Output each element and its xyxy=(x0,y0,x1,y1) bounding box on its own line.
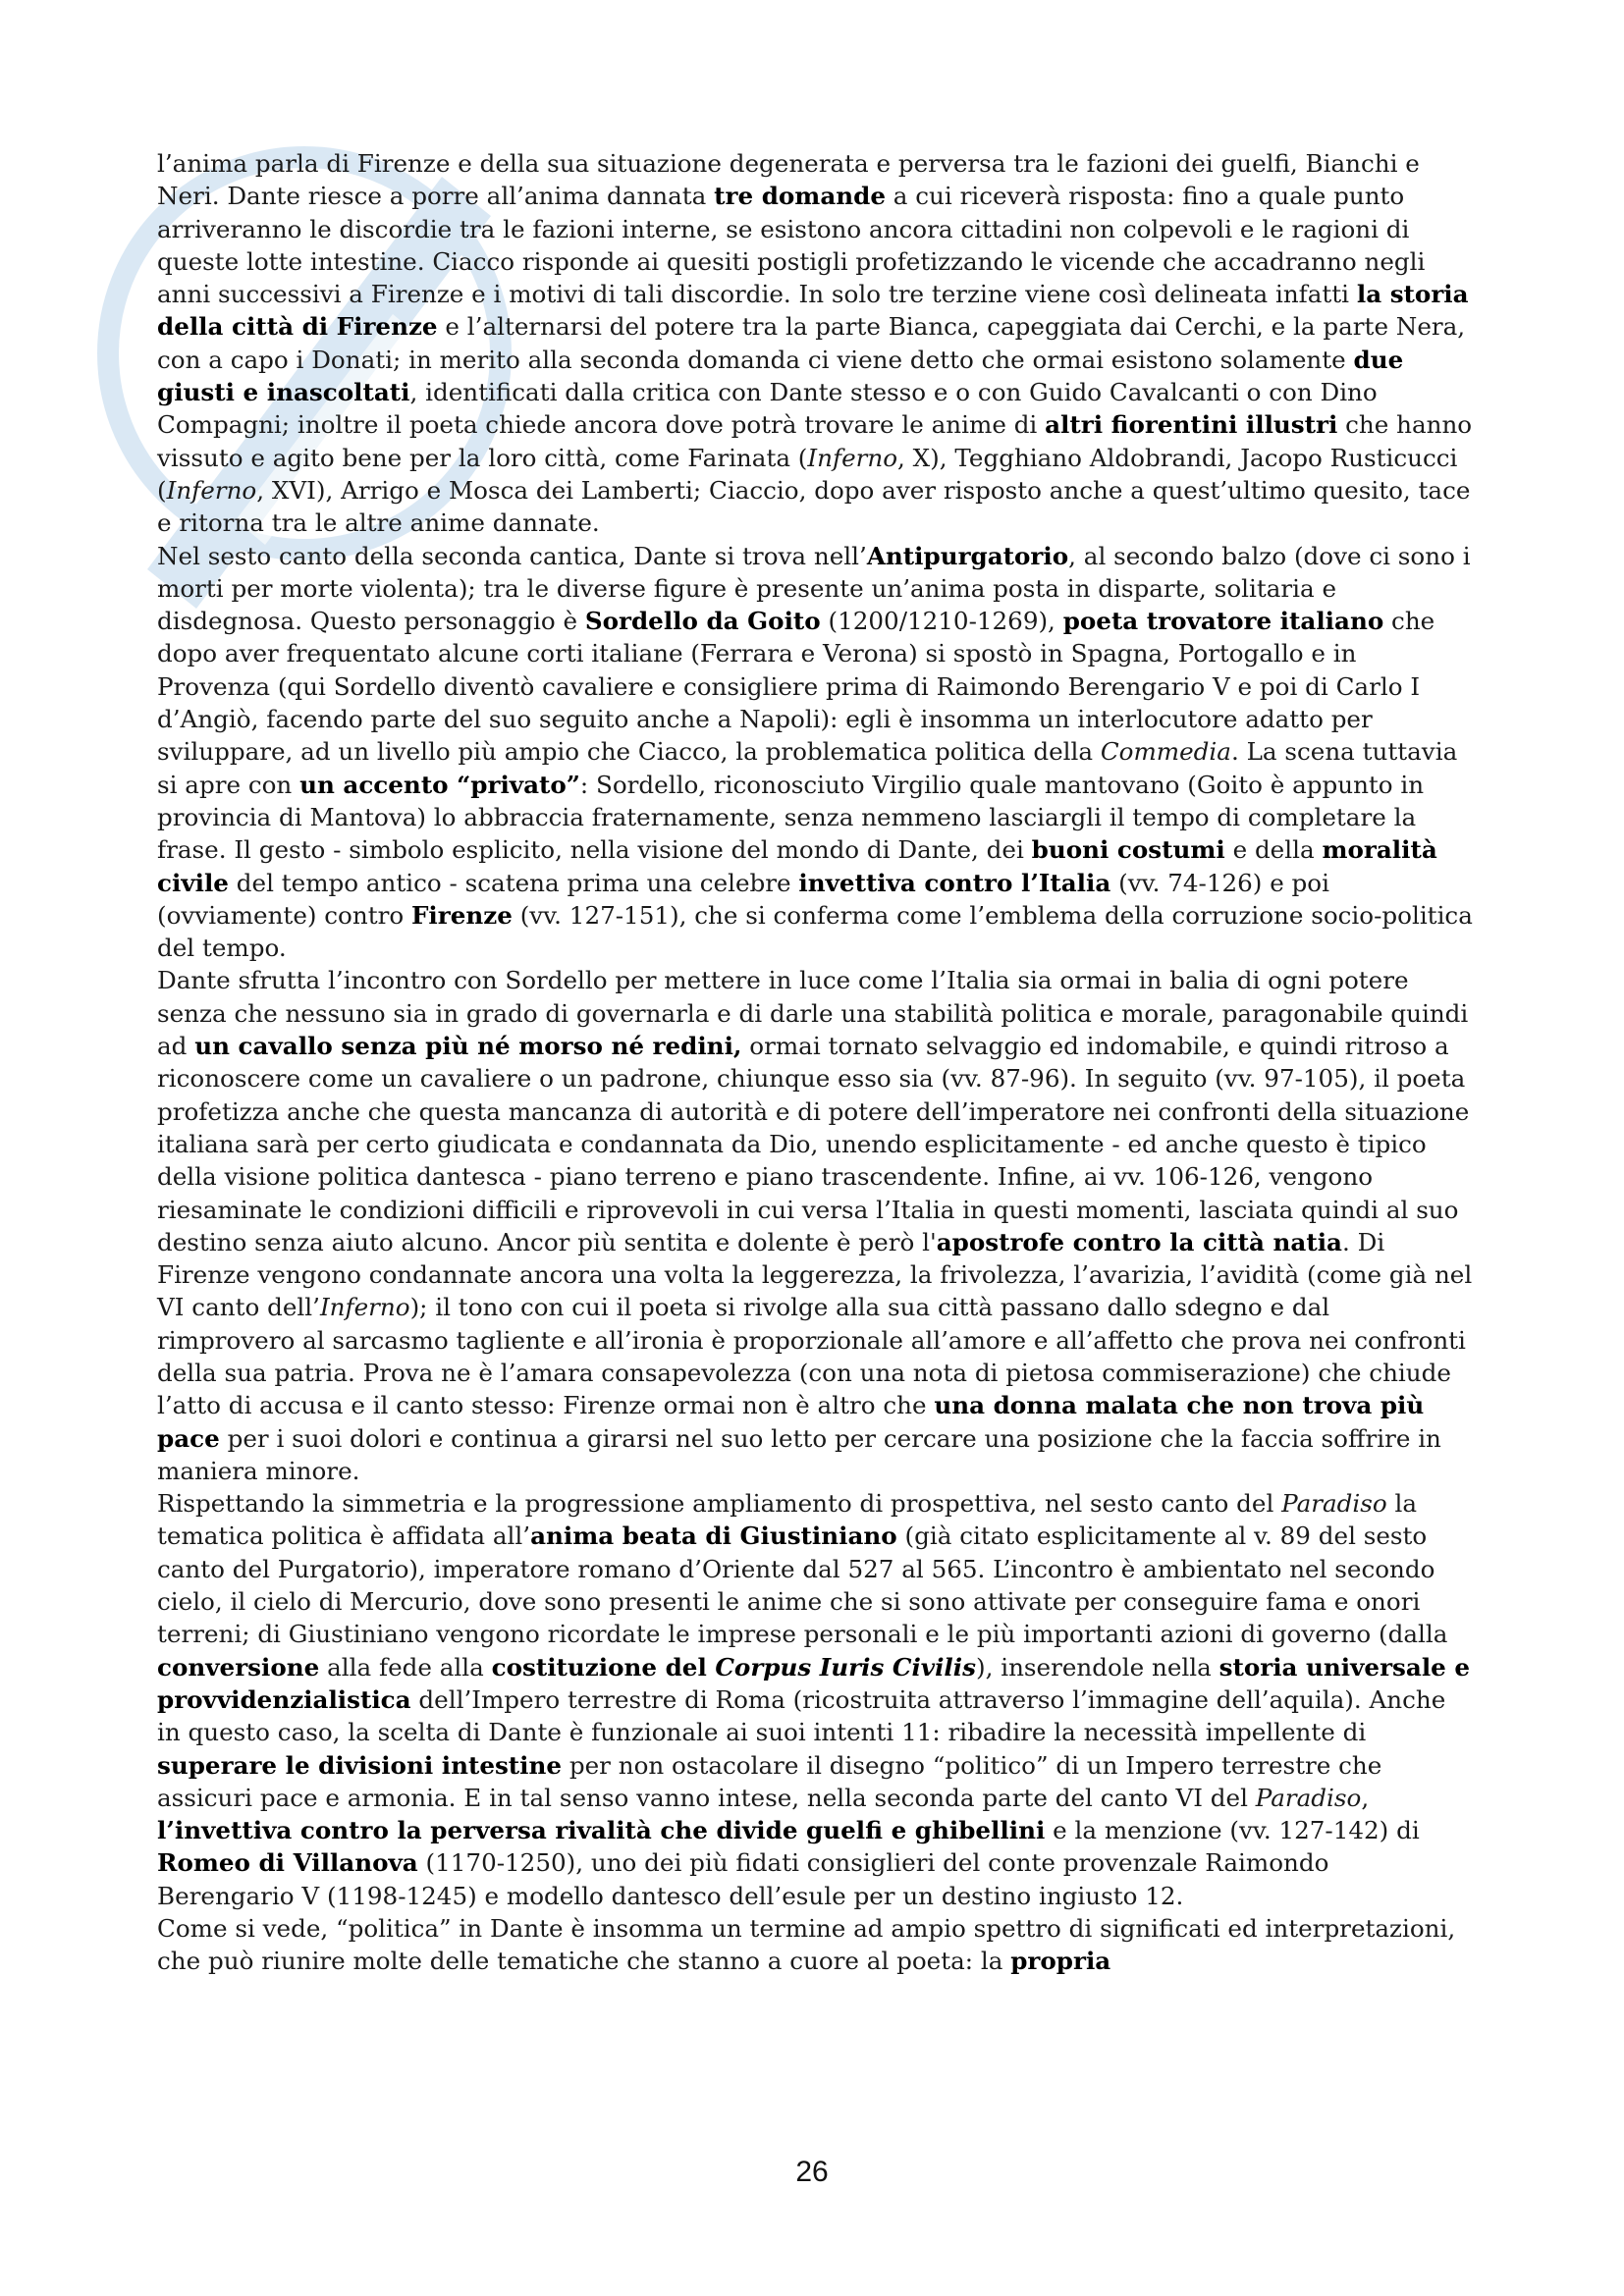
text-run: , al secondo balzo (dove ci sono i morti per morte violenta); tra le diverse figure è presente un’anima posta in disparte, solitaria e disdegnosa. Questo personaggio è xyxy=(157,541,1471,636)
bold-text: tre domande xyxy=(714,182,886,211)
text-run: (vv. 74-126) e poi (ovviamente) contro xyxy=(157,868,1329,930)
text-run: (1170-1250), uno dei più fidati consiglieri del conte provenzale Raimondo Berengario V (1198-1245) e modello dantesco dell’esule per un destino ingiusto 12. xyxy=(157,1848,1329,1910)
text-run: e l’alternarsi del potere tra la parte Bianca, capeggiata dai Cerchi, e la parte Nera, con a capo i Donati; in merito alla seconda domanda ci viene detto che ormai esistono solamente xyxy=(157,312,1466,374)
body-text xyxy=(157,147,1473,1978)
text-run: . La scena tuttavia si apre con xyxy=(157,737,1458,799)
text-run: : Sordello, riconosciuto Virgilio quale mantovano (Goito è appunto in provincia di Mantova) lo abbraccia fraternamente, senza nemmeno lasciargli il tempo di completare la frase. Il gesto - simbolo esplicito, nella visione del mondo di Dante, dei xyxy=(157,770,1425,865)
text-run: , identificati dalla critica con Dante stesso e o con Guido Cavalcanti o con Dino Compagni; inoltre il poeta chiede ancora dove potrà trovare le anime di xyxy=(157,378,1378,440)
text-run: che dopo aver frequentato alcune corti italiane (Ferrara e Verona) si spostò in Spagna, Portogallo e in Provenza (qui Sordello diventò cavaliere e consigliere prima di Raimondo Berengario V e poi di Carlo I d’Angiò, facendo parte del suo seguito anche a Napoli): egli è insomma un interlocutore adatto per sviluppare, ad un livello più ampio che Ciacco, la problematica politica della xyxy=(157,607,1435,767)
text-run: a cui riceverà risposta: fino a quale punto arriveranno le discordie tra le fazioni interne, se esistono ancora cittadini non colpevoli e le ragioni di queste lotte intestine. Ciacco risponde ai quesiti postigli profetizzando le vicende che accadranno negli anni successivi a Firenze e i motivi di tali discordie. In solo tre terzine viene così delineata infatti xyxy=(157,182,1426,309)
bold-text: anima beata di Giustiniano xyxy=(530,1522,897,1551)
bold-text: Romeo di Villanova xyxy=(157,1848,418,1878)
bold-text: conversione xyxy=(157,1652,320,1682)
text-run: , XVI), Arrigo e Mosca dei Lamberti; Ciaccio, dopo aver risposto anche a quest’ultimo quesito, tace e ritorna tra le altre anime dannate. xyxy=(157,475,1471,538)
text-run: Rispettando la simmetria e la progressione ampliamento di prospettiva, nel sesto canto del xyxy=(157,1489,1282,1519)
text-run: e della xyxy=(1224,835,1323,865)
text-run: Come si vede, “politica” in Dante è insomma un termine ad ampio spettro di significati ed interpretazioni, che può riunire molte delle tematiche che stanno a cuore al poeta: la xyxy=(157,1914,1456,1976)
text-run: per i suoi dolori e continua a girarsi nel suo letto per cercare una posizione che la faccia soffrire in maniera minore. xyxy=(157,1423,1441,1485)
text-run: del tempo antico - scatena prima una celebre xyxy=(228,868,799,897)
italic-text: Inferno xyxy=(807,443,898,472)
bold-text: l’invettiva contro la perversa rivalità che divide guelfi e ghibellini xyxy=(157,1816,1046,1845)
bold-text: apostrofe contro la città natia xyxy=(936,1227,1342,1256)
bold-text: la storia della città di Firenze xyxy=(157,280,1469,342)
paragraph xyxy=(157,1912,1473,1978)
text-run: alla fede alla xyxy=(319,1652,492,1682)
text-run: che hanno vissuto e agito bene per la loro città, come Farinata ( xyxy=(157,410,1473,472)
paragraph xyxy=(157,540,1473,965)
text-run: e la menzione (vv. 127-142) di xyxy=(1045,1816,1420,1845)
bold-text: un accento “privato” xyxy=(299,770,580,799)
bold-text: due giusti e inascoltati xyxy=(157,345,1404,407)
italic-text: Inferno xyxy=(166,475,257,505)
text-run: per non ostacolare il disegno “politico” di un Impero terrestre che assicuri pace e armonia. E in tal senso vanno intese, nella seconda parte del canto VI del xyxy=(157,1750,1382,1812)
bold-text: storia universale e provvidenzialistica xyxy=(157,1652,1471,1714)
text-run: (già citato esplicitamente al v. 89 del sesto canto del Purgatorio), imperatore romano d’Oriente dal 527 al 565. L’incontro è ambientato nel secondo cielo, il cielo di Mercurio, dove sono presenti le anime che si sono attivate per conseguire fama e onori terreni; di Giustiniano vengono ricordate le imprese personali e le più importanti azioni di governo (dalla xyxy=(157,1522,1448,1649)
bold-text: superare le divisioni intestine xyxy=(157,1750,563,1780)
text-run: ormai tornato selvaggio ed indomabile, e quindi ritroso a riconoscere come un cavaliere o un padrone, chiunque esso sia (vv. 87-96). In seguito (vv. 97-105), il poeta profetizza anche che questa mancanza di autorità e di potere dell’imperatore nei confronti della situazione italiana sarà per certo giudicata e condannata da Dio, unendo esplicitamente - ed anche questo è tipico della visione politica dantesca - piano terreno e piano trascendente. Infine, ai vv. 106-126, vengono riesaminate le condizioni difficili e riprovevoli in cui versa l’Italia in questi momenti, lasciata quindi al suo destino senza aiuto alcuno. Ancor più sentita e dolente è però l' xyxy=(157,1032,1470,1256)
page-number: 26 xyxy=(795,2156,829,2188)
bold-text: Sordello da Goito xyxy=(584,607,821,636)
text-run: Nel sesto canto della seconda cantica, Dante si trova nell’ xyxy=(157,541,867,570)
bold-italic-text: Corpus Iuris Civilis xyxy=(715,1652,976,1682)
bold-text: un cavallo senza più né morso né redini, xyxy=(194,1032,742,1061)
italic-text: Paradiso xyxy=(1281,1489,1387,1519)
italic-text: Paradiso xyxy=(1255,1783,1362,1812)
bold-text: costituzione del xyxy=(491,1652,716,1682)
text-run: (1200/1210-1269), xyxy=(820,607,1063,636)
text-run: , xyxy=(1361,1783,1370,1812)
text-run: ); il tono con cui il poeta si rivolge alla sua città passano dallo sdegno e dal rimprovero al sarcasmo tagliente e all’ironia è proporzionale all’amore e all’affetto che prova nei confronti della sua patria. Prova ne è l’amara consapevolezza (con una nota di pietosa commiserazione) che chiude l’atto di accusa e il canto stesso: Firenze ormai non è altro che xyxy=(157,1293,1466,1420)
text-run: l’anima parla di Firenze e della sua situazione degenerata e perversa tra le fazioni dei guelfi, Bianchi e Neri. Dante riesce a porre all’anima dannata xyxy=(157,149,1420,211)
paragraph xyxy=(157,964,1473,1487)
text-run: Dante sfrutta l’incontro con Sordello per mettere in luce come l’Italia sia ormai in balia di ogni potere senza che nessuno sia in grado di governarla e di darle una stabilità politica e morale, paragonabile quindi ad xyxy=(157,966,1469,1061)
bold-text: poeta trovatore italiano xyxy=(1062,607,1384,636)
bold-text: Firenze xyxy=(410,900,513,930)
text-run: dell’Impero terrestre di Roma (ricostruita attraverso l’immagine dell’aquila). Anche in questo caso, la scelta di Dante è funzionale ai suoi intenti 11: ribadire la necessità impellente di xyxy=(157,1684,1446,1747)
paragraph xyxy=(157,147,1473,540)
bold-text: una donna malata che non trova più pace xyxy=(157,1391,1425,1453)
text-run: , X), Tegghiano Aldobrandi, Jacopo Rusticucci ( xyxy=(157,443,1458,505)
bold-text: altri fiorentini illustri xyxy=(1045,410,1338,440)
text-run: (vv. 127-151), che si conferma come l’emblema della corruzione socio-politica del tempo. xyxy=(157,900,1473,963)
bold-text: Antipurgatorio xyxy=(866,541,1069,570)
paragraph xyxy=(157,1487,1473,1912)
bold-text: invettiva contro l’Italia xyxy=(798,868,1111,897)
text-run: ), inserendole nella xyxy=(975,1652,1219,1682)
bold-text: propria xyxy=(1010,1947,1111,1976)
bold-text: buoni costumi xyxy=(1031,835,1225,865)
text-run: . Di Firenze vengono condannate ancora una volta la leggerezza, la frivolezza, l’avarizia, l’avidità (come già nel VI canto dell’ xyxy=(157,1227,1473,1322)
text-run: la tematica politica è affidata all’ xyxy=(157,1489,1418,1551)
bold-text: moralità civile xyxy=(157,835,1437,897)
italic-text: Inferno xyxy=(319,1293,410,1322)
italic-text: Commedia xyxy=(1100,737,1231,767)
